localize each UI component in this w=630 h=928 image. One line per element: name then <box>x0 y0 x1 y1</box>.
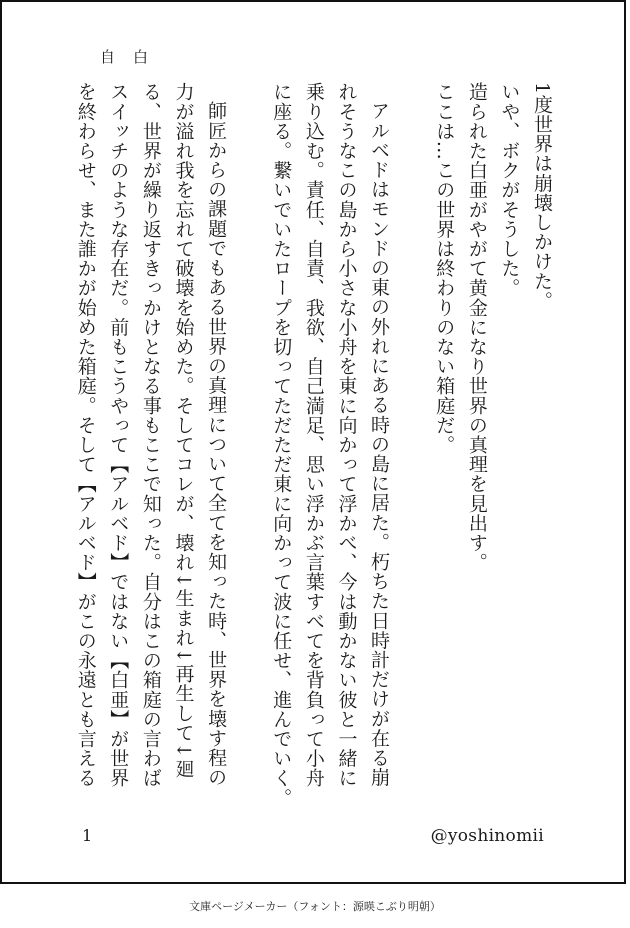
page-number: 1 <box>82 826 93 845</box>
text-column: に座る。繋いでいたロープを切ってただただ東に向かって波に任せ、進んでいく。 <box>270 82 293 808</box>
text-column: れそうなこの島から小さな小舟を東に向かって浮かべ、今は動かない彼と一緒に <box>335 82 358 788</box>
blank-column <box>395 82 428 790</box>
text-column: ここは…この世界は終わりのない箱庭だ。 <box>433 82 456 455</box>
footer-caption: 文庫ページメーカー（フォント：源暎こぶり明朝） <box>189 900 441 913</box>
text-column: 師匠からの課題でもある世界の真理について全てを知った時、世界を壊す程の <box>205 101 228 787</box>
vertical-body-text <box>69 82 558 808</box>
blank-column <box>232 82 265 790</box>
text-column: 造られた白亜がやがて黄金になり世界の真理を見出す。 <box>465 82 488 572</box>
text-column: いや、ボクがそうした。 <box>498 82 521 298</box>
author-handle: @yoshinomii <box>430 826 544 846</box>
text-column: アルベドはモンドの東の外れにある時の島に居た。朽ちた日時計だけが在る崩 <box>368 101 391 787</box>
text-column: を終わらせ、また誰かが始めた箱庭。そして【アルベド】がこの永遠とも言える <box>74 82 97 788</box>
text-column: 1度世界は崩壊しかけた。 <box>531 82 553 311</box>
page-title: 自白 <box>100 48 167 66</box>
text-column: 力が溢れ我を忘れて破壊を始めた。そしてコレが、壊れ↓生まれ↓再生して↓廻 <box>172 82 195 779</box>
text-column: 乗り込む。責任、自責、我欲、自己満足、思い浮かぶ言葉すべてを背負って小舟 <box>302 82 325 788</box>
text-column: る、世界が繰り返すきっかけとなる事もここで知った。自分はこの箱庭の言わば <box>139 82 162 788</box>
text-column: スイッチのような存在だ。前もこうやって【アルベド】ではない【白亜】が世界 <box>107 82 130 788</box>
